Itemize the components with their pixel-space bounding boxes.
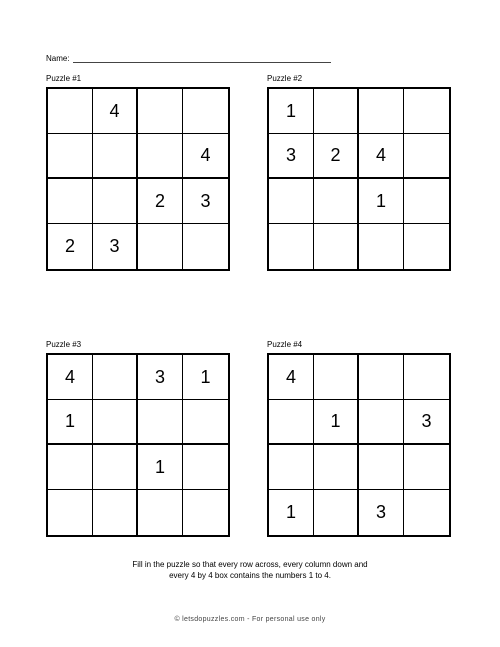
- puzzle-4-cell-r1-c2[interactable]: [314, 355, 359, 400]
- puzzle-4-cell-r2-c4[interactable]: 3: [404, 400, 449, 445]
- puzzle-4-label: Puzzle #4: [267, 340, 303, 349]
- puzzle-4-cell-r1-c1[interactable]: 4: [269, 355, 314, 400]
- puzzle-1-grid: [46, 87, 230, 271]
- puzzle-3-cell-r2-c2[interactable]: [93, 400, 138, 445]
- puzzle-1-cell-r1-c4[interactable]: [183, 89, 228, 134]
- puzzle-4-cell-r3-c3[interactable]: [359, 445, 404, 490]
- puzzle-4-grid: [267, 353, 451, 537]
- name-blank-line[interactable]: [73, 55, 331, 63]
- puzzle-2-cell-r4-c4[interactable]: [404, 224, 449, 269]
- puzzle-3-cell-r4-c4[interactable]: [183, 490, 228, 535]
- puzzle-2-cell-r4-c2[interactable]: [314, 224, 359, 269]
- puzzle-2-label: Puzzle #2: [267, 74, 303, 83]
- instructions-line-1: Fill in the puzzle so that every row across, every column down and: [132, 560, 368, 569]
- copyright-footer: © letsdopuzzles.com - For personal use only: [174, 616, 326, 623]
- puzzle-4-cell-r3-c1[interactable]: [269, 445, 314, 490]
- puzzle-3-cell-r3-c1[interactable]: [48, 445, 93, 490]
- puzzle-2-cell-r1-c3[interactable]: [359, 89, 404, 134]
- puzzle-1-label: Puzzle #1: [46, 74, 82, 83]
- puzzle-3-cell-r4-c3[interactable]: [138, 490, 183, 535]
- puzzle-2-cell-r1-c2[interactable]: [314, 89, 359, 134]
- puzzle-4-cell-r3-c2[interactable]: [314, 445, 359, 490]
- puzzle-2-cell-r2-c2[interactable]: 2: [314, 134, 359, 179]
- puzzle-4-cell-r4-c4[interactable]: [404, 490, 449, 535]
- puzzle-3-cell-r1-c4[interactable]: 1: [183, 355, 228, 400]
- puzzle-3-cell-r1-c3[interactable]: 3: [138, 355, 183, 400]
- name-field: [46, 54, 331, 63]
- puzzle-3-cell-r3-c4[interactable]: [183, 445, 228, 490]
- puzzle-3-cell-r3-c2[interactable]: [93, 445, 138, 490]
- puzzle-4-cell-r4-c3[interactable]: 3: [359, 490, 404, 535]
- puzzle-2-cell-r3-c1[interactable]: [269, 179, 314, 224]
- puzzle-3-cell-r4-c2[interactable]: [93, 490, 138, 535]
- puzzle-2-cell-r4-c1[interactable]: [269, 224, 314, 269]
- puzzle-2-cell-r2-c1[interactable]: 3: [269, 134, 314, 179]
- puzzle-1-cell-r3-c3[interactable]: 2: [138, 179, 183, 224]
- puzzle-3-label: Puzzle #3: [46, 340, 82, 349]
- puzzle-1-cell-r4-c1[interactable]: 2: [48, 224, 93, 269]
- instructions-line-2: every 4 by 4 box contains the numbers 1 to 4.: [169, 571, 331, 580]
- instructions: [0, 559, 500, 581]
- puzzle-1-cell-r4-c4[interactable]: [183, 224, 228, 269]
- puzzle-4-cell-r2-c1[interactable]: [269, 400, 314, 445]
- puzzle-4-cell-r3-c4[interactable]: [404, 445, 449, 490]
- puzzle-3-cell-r2-c1[interactable]: 1: [48, 400, 93, 445]
- puzzle-3-cell-r4-c1[interactable]: [48, 490, 93, 535]
- puzzle-2-cell-r2-c4[interactable]: [404, 134, 449, 179]
- puzzle-2-cell-r3-c2[interactable]: [314, 179, 359, 224]
- puzzle-3-cell-r3-c3[interactable]: 1: [138, 445, 183, 490]
- name-label: Name:: [46, 54, 70, 63]
- puzzle-3-cell-r1-c2[interactable]: [93, 355, 138, 400]
- puzzle-1-cell-r1-c3[interactable]: [138, 89, 183, 134]
- puzzle-3-grid: [46, 353, 230, 537]
- puzzle-1-cell-r2-c1[interactable]: [48, 134, 93, 179]
- puzzle-3-cell-r1-c1[interactable]: 4: [48, 355, 93, 400]
- puzzle-4-cell-r4-c2[interactable]: [314, 490, 359, 535]
- puzzle-3-cell-r2-c3[interactable]: [138, 400, 183, 445]
- puzzle-4-cell-r4-c1[interactable]: 1: [269, 490, 314, 535]
- puzzle-1-cell-r3-c4[interactable]: 3: [183, 179, 228, 224]
- puzzle-2-cell-r1-c1[interactable]: 1: [269, 89, 314, 134]
- puzzle-2-grid: [267, 87, 451, 271]
- puzzle-2-cell-r2-c3[interactable]: 4: [359, 134, 404, 179]
- puzzle-1-cell-r2-c3[interactable]: [138, 134, 183, 179]
- puzzle-1-cell-r3-c2[interactable]: [93, 179, 138, 224]
- puzzle-1-cell-r2-c4[interactable]: 4: [183, 134, 228, 179]
- puzzle-4-cell-r2-c2[interactable]: 1: [314, 400, 359, 445]
- puzzle-1-cell-r4-c2[interactable]: 3: [93, 224, 138, 269]
- puzzle-4-cell-r2-c3[interactable]: [359, 400, 404, 445]
- puzzle-1-cell-r4-c3[interactable]: [138, 224, 183, 269]
- puzzle-1-cell-r1-c2[interactable]: 4: [93, 89, 138, 134]
- puzzle-2-cell-r3-c3[interactable]: 1: [359, 179, 404, 224]
- puzzle-2-cell-r1-c4[interactable]: [404, 89, 449, 134]
- puzzle-2-cell-r3-c4[interactable]: [404, 179, 449, 224]
- puzzle-1-cell-r3-c1[interactable]: [48, 179, 93, 224]
- puzzle-4-cell-r1-c3[interactable]: [359, 355, 404, 400]
- puzzle-1-cell-r2-c2[interactable]: [93, 134, 138, 179]
- puzzle-4-cell-r1-c4[interactable]: [404, 355, 449, 400]
- puzzle-3-cell-r2-c4[interactable]: [183, 400, 228, 445]
- puzzle-2-cell-r4-c3[interactable]: [359, 224, 404, 269]
- puzzle-1-cell-r1-c1[interactable]: [48, 89, 93, 134]
